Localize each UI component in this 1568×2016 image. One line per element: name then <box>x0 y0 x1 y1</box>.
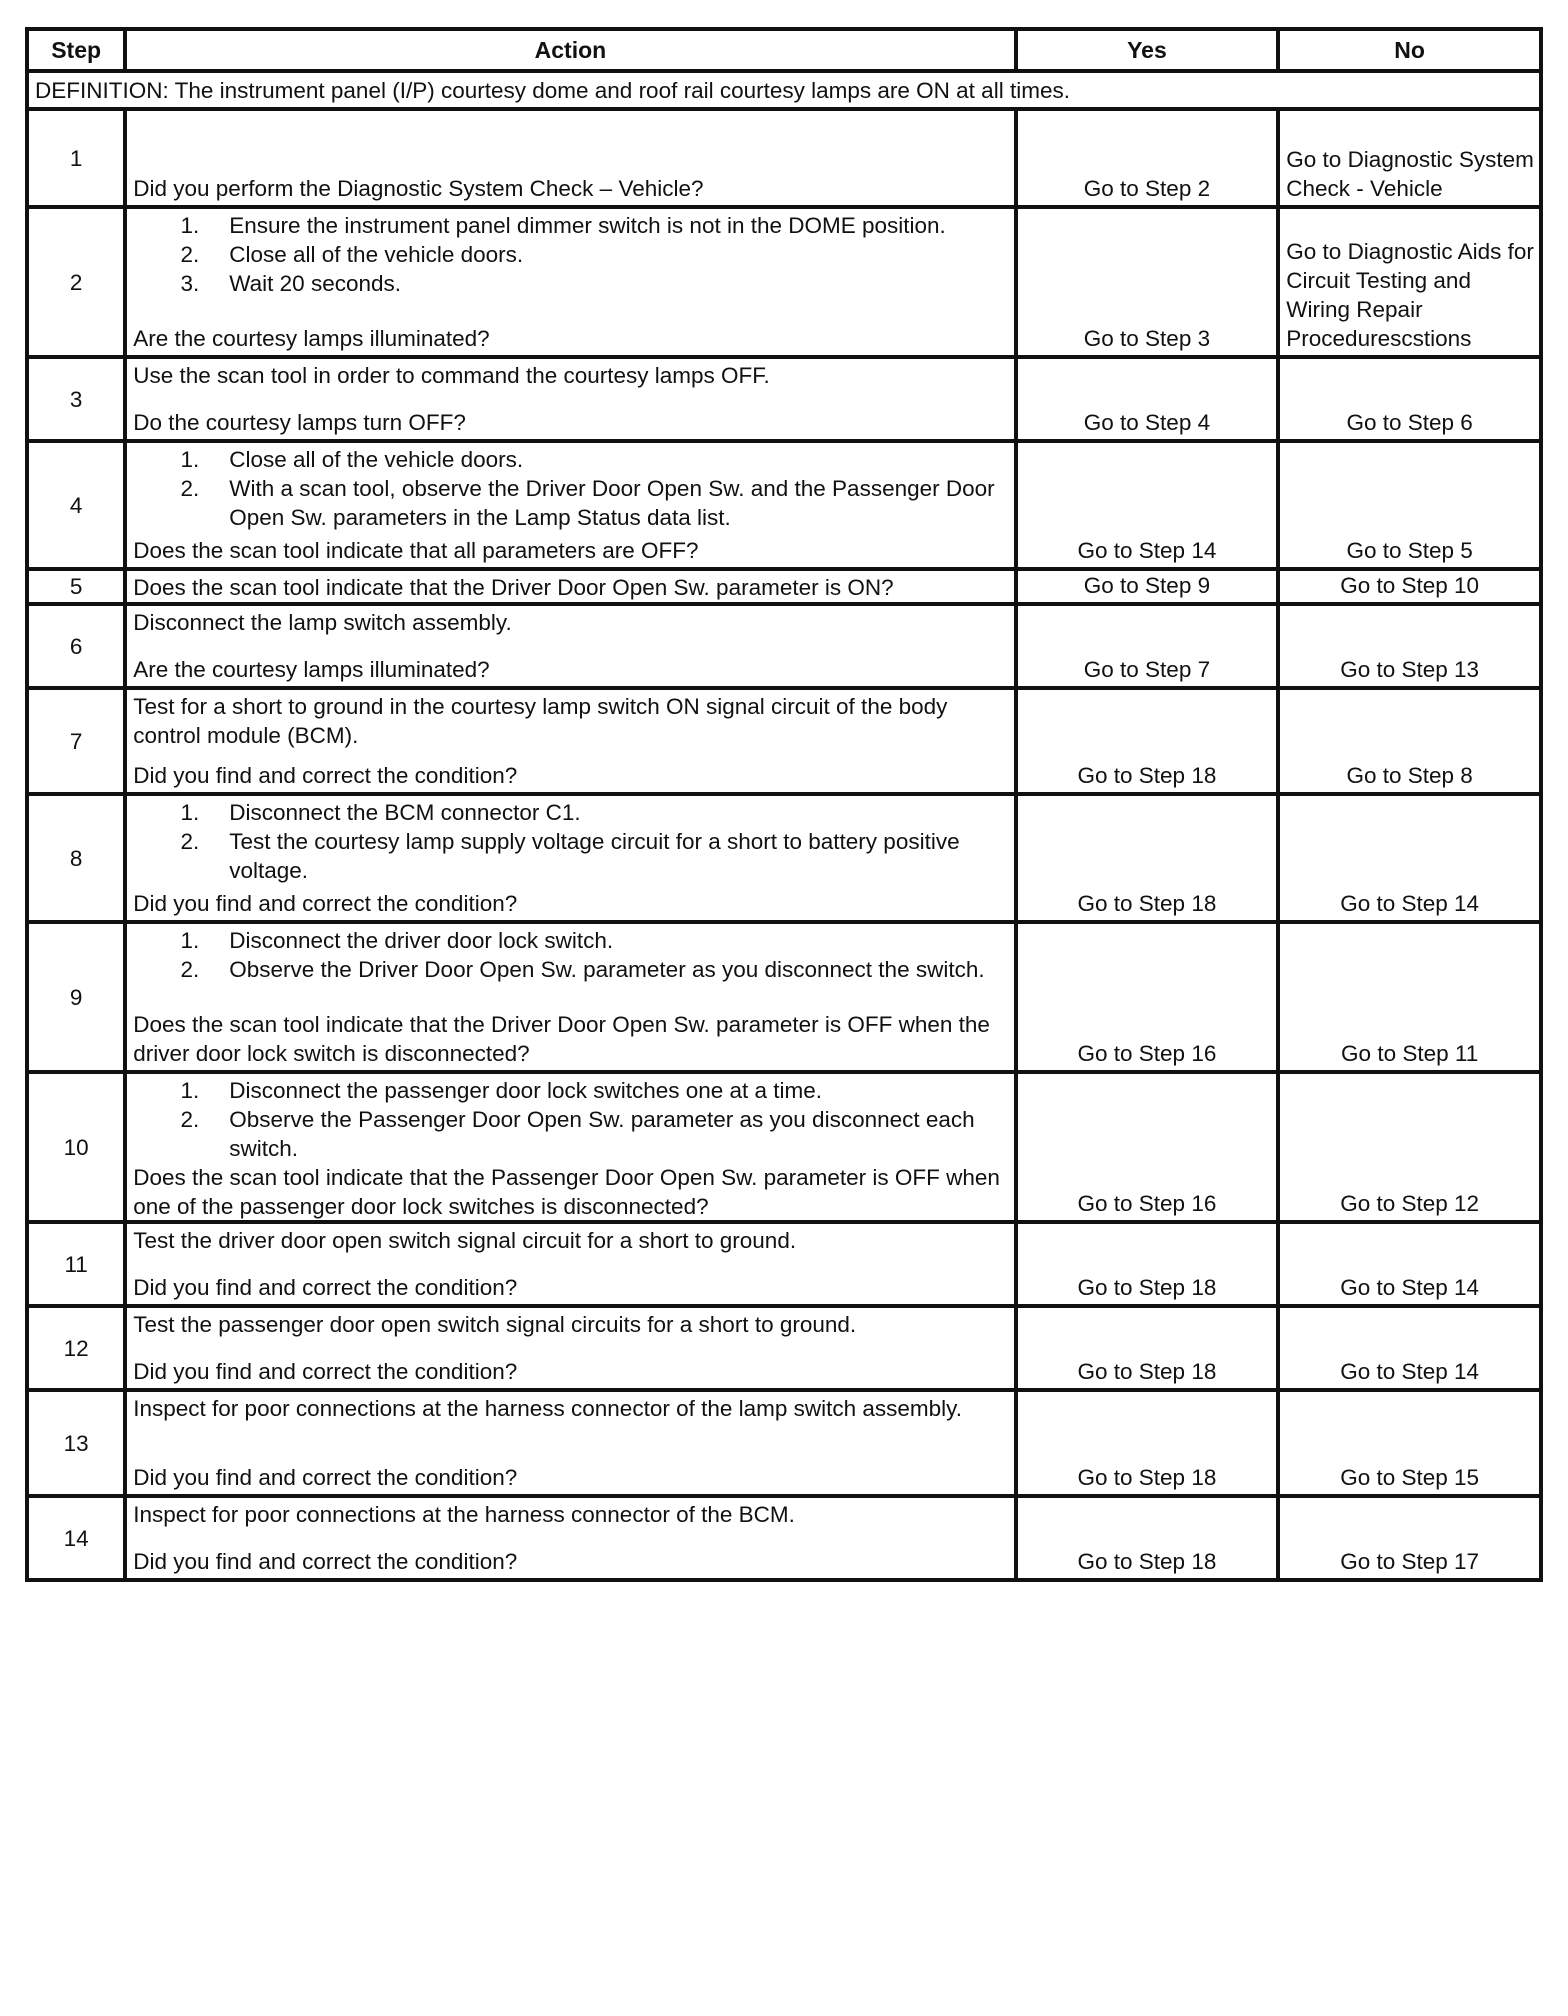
step-number: 13 <box>27 1390 125 1496</box>
action-cell <box>125 688 1015 794</box>
step-number: 8 <box>27 794 125 922</box>
no-result: Go to Step 14 <box>1278 1222 1541 1306</box>
table-row <box>27 357 1541 441</box>
table-row <box>27 688 1541 794</box>
step-number: 11 <box>27 1222 125 1306</box>
instruction-list <box>133 926 1007 984</box>
table-row <box>27 207 1541 357</box>
header-action: Action <box>125 29 1015 71</box>
instruction-item <box>133 269 1007 298</box>
yes-result: Go to Step 3 <box>1016 207 1279 357</box>
no-result: Go to Step 8 <box>1278 688 1541 794</box>
instruction-text: Observe the Driver Door Open Sw. parameter as you disconnect the switch. <box>229 957 985 982</box>
instruction-number: 2. <box>180 957 200 982</box>
action-question: Are the courtesy lamps illuminated? <box>133 657 490 682</box>
action-question: Did you find and correct the condition? <box>133 1549 518 1574</box>
action-cell <box>125 1496 1015 1580</box>
instruction-number: 2. <box>180 829 200 854</box>
yes-result: Go to Step 18 <box>1016 794 1279 922</box>
no-result: Go to Step 6 <box>1278 357 1541 441</box>
action-question: Did you find and correct the condition? <box>133 1359 518 1384</box>
instruction-item <box>133 926 1007 955</box>
no-result: Go to Step 14 <box>1278 794 1541 922</box>
yes-result: Go to Step 18 <box>1016 1306 1279 1390</box>
step-number: 1 <box>27 109 125 207</box>
table-header-row <box>27 29 1541 71</box>
instruction-text: Close all of the vehicle doors. <box>229 242 524 267</box>
action-intro: Use the scan tool in order to command the courtesy lamps OFF. <box>133 363 770 388</box>
step-number: 7 <box>27 688 125 794</box>
instruction-item <box>133 211 1007 240</box>
header-yes: Yes <box>1016 29 1279 71</box>
instruction-number: 1. <box>180 447 200 472</box>
instruction-list <box>133 445 1007 532</box>
no-result: Go to Step 12 <box>1278 1072 1541 1222</box>
step-number: 5 <box>27 569 125 604</box>
header-step: Step <box>27 29 125 71</box>
action-question: Does the scan tool indicate that all parameters are OFF? <box>133 538 699 563</box>
instruction-item <box>133 445 1007 474</box>
instruction-number: 1. <box>180 928 200 953</box>
action-cell <box>125 1072 1015 1222</box>
yes-result: Go to Step 4 <box>1016 357 1279 441</box>
action-cell <box>125 1306 1015 1390</box>
table-row <box>27 1496 1541 1580</box>
instruction-item <box>133 1076 1007 1105</box>
action-question: Did you perform the Diagnostic System Check – Vehicle? <box>133 176 704 201</box>
step-number: 9 <box>27 922 125 1072</box>
yes-result: Go to Step 18 <box>1016 1222 1279 1306</box>
action-cell <box>125 357 1015 441</box>
action-intro: Inspect for poor connections at the harness connector of the BCM. <box>133 1502 795 1527</box>
action-cell <box>125 569 1015 604</box>
instruction-number: 2. <box>180 1107 200 1132</box>
action-intro: Disconnect the lamp switch assembly. <box>133 610 512 635</box>
instruction-number: 3. <box>180 271 200 296</box>
instruction-item <box>133 798 1007 827</box>
table-row <box>27 922 1541 1072</box>
instruction-number: 2. <box>180 476 200 501</box>
no-result: Go to Step 5 <box>1278 441 1541 569</box>
step-number: 3 <box>27 357 125 441</box>
action-cell <box>125 604 1015 688</box>
no-result: Go to Step 11 <box>1278 922 1541 1072</box>
step-number: 4 <box>27 441 125 569</box>
step-number: 6 <box>27 604 125 688</box>
step-number: 10 <box>27 1072 125 1222</box>
header-no: No <box>1278 29 1541 71</box>
action-cell <box>125 109 1015 207</box>
table-row <box>27 1390 1541 1496</box>
instruction-list <box>133 211 1007 298</box>
action-intro: Test the driver door open switch signal circuit for a short to ground. <box>133 1228 797 1253</box>
no-result: Go to Step 13 <box>1278 604 1541 688</box>
definition-row <box>27 71 1541 109</box>
action-intro: Inspect for poor connections at the harness connector of the lamp switch assembly. <box>133 1396 963 1421</box>
action-cell <box>125 207 1015 357</box>
action-question: Are the courtesy lamps illuminated? <box>133 326 490 351</box>
action-question: Does the scan tool indicate that the Driver Door Open Sw. parameter is OFF when the driver door lock switch is disconnected? <box>133 1012 990 1066</box>
action-cell <box>125 1390 1015 1496</box>
instruction-item <box>133 1105 1007 1163</box>
yes-result: Go to Step 2 <box>1016 109 1279 207</box>
action-question: Did you find and correct the condition? <box>133 891 518 916</box>
instruction-text: Disconnect the passenger door lock switches one at a time. <box>229 1078 823 1103</box>
no-result: Go to Step 17 <box>1278 1496 1541 1580</box>
definition-text: DEFINITION: The instrument panel (I/P) courtesy dome and roof rail courtesy lamps are ON at all times. <box>27 71 1541 109</box>
action-cell <box>125 922 1015 1072</box>
instruction-text: Disconnect the driver door lock switch. <box>229 928 614 953</box>
no-result: Go to Step 15 <box>1278 1390 1541 1496</box>
instruction-list <box>133 798 1007 885</box>
instruction-text: Test the courtesy lamp supply voltage circuit for a short to battery positive voltage. <box>229 829 960 883</box>
yes-result: Go to Step 18 <box>1016 1496 1279 1580</box>
instruction-text: Disconnect the BCM connector C1. <box>229 800 581 825</box>
action-question: Do the courtesy lamps turn OFF? <box>133 410 466 435</box>
table-row <box>27 569 1541 604</box>
yes-result: Go to Step 14 <box>1016 441 1279 569</box>
instruction-number: 1. <box>180 1078 200 1103</box>
no-result: Go to Step 14 <box>1278 1306 1541 1390</box>
instruction-list <box>133 1076 1007 1163</box>
action-cell <box>125 441 1015 569</box>
instruction-number: 1. <box>180 800 200 825</box>
yes-result: Go to Step 18 <box>1016 688 1279 794</box>
no-result: Go to Step 10 <box>1278 569 1541 604</box>
instruction-number: 2. <box>180 242 200 267</box>
action-question: Did you find and correct the condition? <box>133 1275 518 1300</box>
instruction-number: 1. <box>180 213 200 238</box>
diagnostic-table <box>25 27 1543 1582</box>
instruction-item <box>133 474 1007 532</box>
instruction-item <box>133 955 1007 984</box>
action-question: Did you find and correct the condition? <box>133 763 518 788</box>
instruction-item <box>133 240 1007 269</box>
table-row <box>27 1306 1541 1390</box>
instruction-text: Observe the Passenger Door Open Sw. parameter as you disconnect each switch. <box>229 1107 975 1161</box>
action-cell <box>125 1222 1015 1306</box>
yes-result: Go to Step 16 <box>1016 922 1279 1072</box>
yes-result: Go to Step 16 <box>1016 1072 1279 1222</box>
step-number: 2 <box>27 207 125 357</box>
instruction-text: With a scan tool, observe the Driver Door Open Sw. and the Passenger Door Open Sw. parameters in the Lamp Status data list. <box>229 476 995 530</box>
instruction-text: Wait 20 seconds. <box>229 271 401 296</box>
yes-result: Go to Step 9 <box>1016 569 1279 604</box>
instruction-text: Ensure the instrument panel dimmer switch is not in the DOME position. <box>229 213 946 238</box>
table-row <box>27 109 1541 207</box>
no-result: Go to Diagnostic Aids for Circuit Testing and Wiring Repair Procedurescstions <box>1278 207 1541 357</box>
step-number: 12 <box>27 1306 125 1390</box>
table-row <box>27 794 1541 922</box>
instruction-text: Close all of the vehicle doors. <box>229 447 524 472</box>
table-row <box>27 1072 1541 1222</box>
no-result: Go to Diagnostic System Check - Vehicle <box>1278 109 1541 207</box>
action-cell <box>125 794 1015 922</box>
instruction-item <box>133 827 1007 885</box>
table-row <box>27 441 1541 569</box>
step-number: 14 <box>27 1496 125 1580</box>
action-intro: Test the passenger door open switch signal circuits for a short to ground. <box>133 1312 857 1337</box>
action-intro: Test for a short to ground in the courtesy lamp switch ON signal circuit of the body control module (BCM). <box>133 694 948 748</box>
yes-result: Go to Step 18 <box>1016 1390 1279 1496</box>
action-question: Does the scan tool indicate that the Driver Door Open Sw. parameter is ON? <box>133 575 894 600</box>
table-row <box>27 1222 1541 1306</box>
action-question: Does the scan tool indicate that the Passenger Door Open Sw. parameter is OFF when one of the passenger door lock switches is disconnected? <box>133 1165 1000 1219</box>
yes-result: Go to Step 7 <box>1016 604 1279 688</box>
action-question: Did you find and correct the condition? <box>133 1465 518 1490</box>
table-row <box>27 604 1541 688</box>
